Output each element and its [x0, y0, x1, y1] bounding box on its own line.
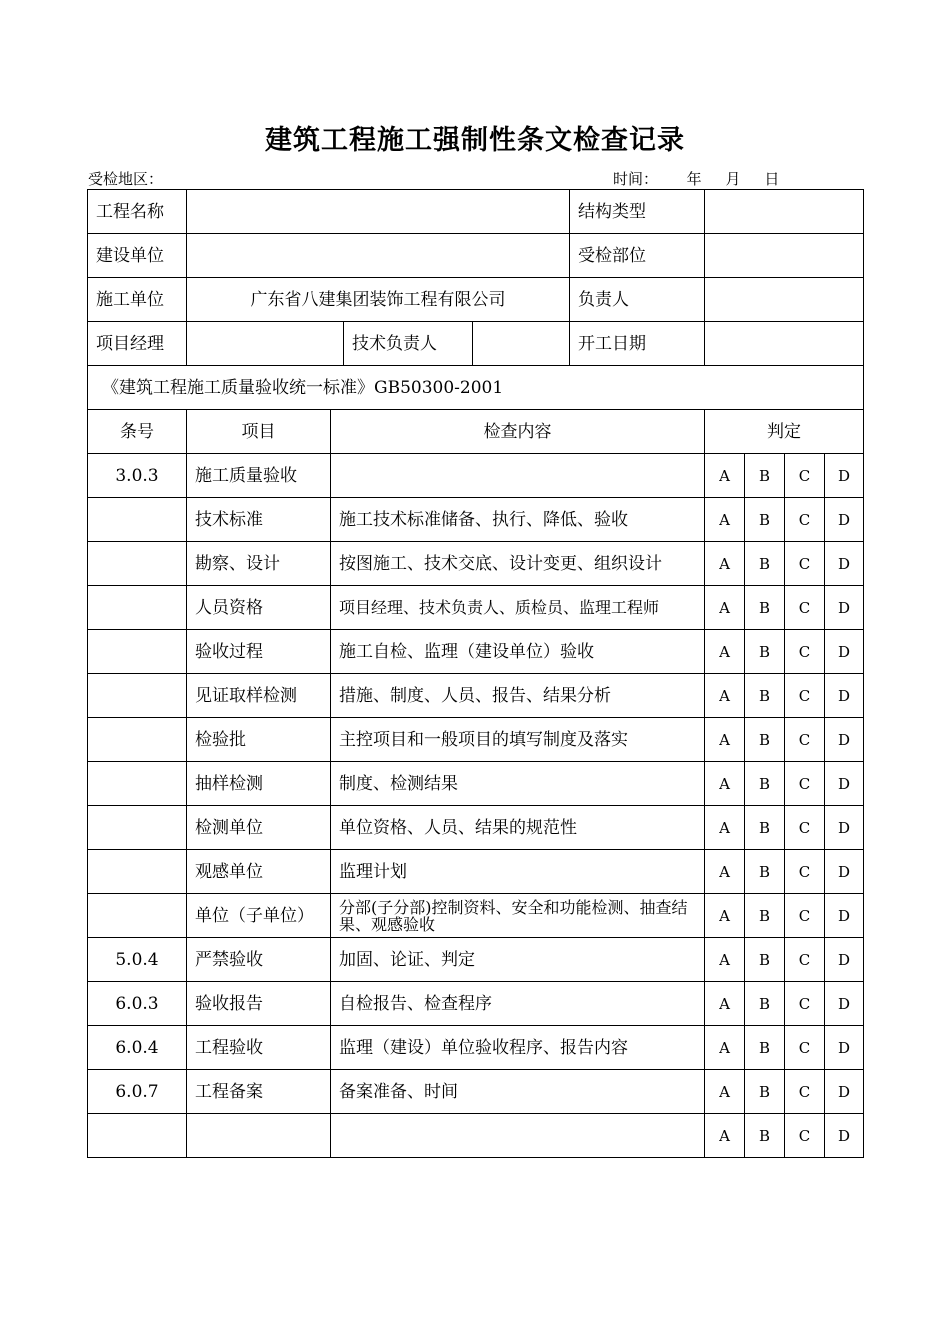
clause-cell: [88, 718, 187, 762]
grade-option-c[interactable]: C: [785, 674, 825, 718]
clause-cell: [88, 542, 187, 586]
item-content-cell: [187, 762, 705, 806]
item-cell: 严禁验收: [187, 938, 331, 981]
grade-option-a[interactable]: A: [705, 542, 745, 586]
grade-option-d[interactable]: D: [825, 1114, 864, 1158]
item-cell: 工程备案: [187, 1070, 331, 1113]
person-in-charge-value[interactable]: [705, 278, 864, 322]
contractor-value[interactable]: 广东省八建集团装饰工程有限公司: [187, 278, 570, 322]
content-cell: 备案准备、时间: [339, 1081, 458, 1102]
grade-option-b[interactable]: B: [745, 674, 785, 718]
time-label: 时间：: [613, 170, 659, 188]
grade-option-a[interactable]: A: [705, 938, 745, 982]
table-row: [88, 674, 864, 718]
structure-type-label: 结构类型: [570, 190, 705, 234]
table-row: [88, 542, 864, 586]
item-cell: 勘察、设计: [187, 542, 331, 585]
standard-row: [88, 366, 864, 410]
clause-cell: [88, 762, 187, 806]
item-content-cell: [187, 674, 705, 718]
item-content-cell: [187, 938, 705, 982]
structure-type-value[interactable]: [705, 190, 864, 234]
clause-cell: [88, 806, 187, 850]
item-cell: 技术标准: [187, 498, 331, 541]
grade-option-d[interactable]: D: [825, 542, 864, 586]
grade-option-b[interactable]: B: [745, 1114, 785, 1158]
table-row: [88, 1026, 864, 1070]
clause-cell: [88, 586, 187, 630]
clause-cell: [88, 674, 187, 718]
grade-option-b[interactable]: B: [745, 586, 785, 630]
grade-option-c[interactable]: C: [785, 718, 825, 762]
table-row: [88, 498, 864, 542]
grade-option-a[interactable]: A: [705, 762, 745, 806]
item-cell: 工程验收: [187, 1026, 331, 1069]
clause-cell: [88, 630, 187, 674]
grade-option-b[interactable]: B: [745, 630, 785, 674]
item-cell: 施工质量验收: [187, 454, 331, 497]
grade-option-d[interactable]: D: [825, 454, 864, 498]
grade-option-d[interactable]: D: [825, 718, 864, 762]
clause-cell: [88, 850, 187, 894]
grade-option-a[interactable]: A: [705, 1070, 745, 1114]
grade-option-b[interactable]: B: [745, 454, 785, 498]
content-cell: 主控项目和一般项目的填写制度及落实: [339, 729, 628, 750]
month-label: 月: [725, 170, 741, 188]
project-name-value[interactable]: [187, 190, 570, 234]
grade-option-b[interactable]: B: [745, 982, 785, 1026]
grade-option-a[interactable]: A: [705, 718, 745, 762]
area-label: 受检地区：: [88, 170, 164, 188]
grade-option-c[interactable]: C: [785, 1114, 825, 1158]
item-cell: 单位（子单位）: [187, 894, 331, 937]
grade-option-a[interactable]: A: [705, 498, 745, 542]
header-item: 项目: [187, 410, 331, 453]
grade-option-c[interactable]: C: [785, 762, 825, 806]
item-content-cell: [187, 542, 705, 586]
grade-option-c[interactable]: C: [785, 806, 825, 850]
item-content-cell: [187, 806, 705, 850]
inspected-part-label: 受检部位: [570, 234, 705, 278]
contractor-label: 施工单位: [88, 278, 187, 322]
content-cell: 施工自检、监理（建设单位）验收: [339, 641, 594, 662]
grade-option-d[interactable]: D: [825, 938, 864, 982]
grade-option-d[interactable]: D: [825, 894, 864, 938]
page-title: 建筑工程施工强制性条文检查记录: [265, 125, 685, 156]
grade-option-b[interactable]: B: [745, 1070, 785, 1114]
grade-option-a[interactable]: A: [705, 894, 745, 938]
table-row: [88, 718, 864, 762]
item-content-cell: [187, 630, 705, 674]
item-content-cell: [187, 1070, 705, 1114]
content-cell: 加固、论证、判定: [339, 949, 475, 970]
grade-option-d[interactable]: D: [825, 674, 864, 718]
item-content-cell: [187, 718, 705, 762]
header-judgement: 判定: [705, 410, 864, 454]
grade-option-b[interactable]: B: [745, 938, 785, 982]
info-row-project: [88, 190, 864, 234]
item-cell: 观感单位: [187, 850, 331, 893]
clause-cell: 5.0.4: [88, 938, 187, 982]
grade-option-a[interactable]: A: [705, 586, 745, 630]
item-cell: 验收报告: [187, 982, 331, 1025]
clause-cell: 6.0.7: [88, 1070, 187, 1114]
item-content-cell: [187, 1026, 705, 1070]
item-cell: 抽样检测: [187, 762, 331, 805]
item-cell: 验收过程: [187, 630, 331, 673]
owner-label: 建设单位: [88, 234, 187, 278]
start-date-value[interactable]: [705, 322, 864, 366]
grade-option-b[interactable]: B: [745, 542, 785, 586]
grade-option-d[interactable]: D: [825, 982, 864, 1026]
table-row: [88, 982, 864, 1026]
header-clause: 条号: [88, 410, 187, 454]
header-item-content: [187, 410, 705, 454]
grade-option-c[interactable]: C: [785, 1026, 825, 1070]
grade-option-d[interactable]: D: [825, 762, 864, 806]
table-row: [88, 806, 864, 850]
content-cell: 按图施工、技术交底、设计变更、组织设计: [339, 553, 662, 574]
clause-cell: [88, 894, 187, 938]
item-content-cell: [187, 982, 705, 1026]
grade-option-a[interactable]: A: [705, 1026, 745, 1070]
start-date-label: 开工日期: [570, 322, 705, 366]
content-cell: 监理计划: [339, 861, 407, 882]
grade-option-c[interactable]: C: [785, 938, 825, 982]
grade-option-c[interactable]: C: [785, 586, 825, 630]
table-row: [88, 454, 864, 498]
table-row: [88, 762, 864, 806]
person-in-charge-label: 负责人: [570, 278, 705, 322]
owner-value[interactable]: [187, 234, 570, 278]
item-content-cell: [187, 850, 705, 894]
content-cell: 施工技术标准储备、执行、降低、验收: [339, 509, 628, 530]
table-row: [88, 586, 864, 630]
table-row: [88, 850, 864, 894]
grade-option-a[interactable]: A: [705, 1114, 745, 1158]
content-cell: [331, 454, 704, 497]
content-cell: 监理（建设）单位验收程序、报告内容: [339, 1037, 628, 1058]
grade-option-a[interactable]: A: [705, 630, 745, 674]
year-label: 年: [686, 170, 702, 188]
content-cell: 自检报告、检查程序: [339, 993, 492, 1014]
grade-option-d[interactable]: D: [825, 498, 864, 542]
table-row: [88, 1114, 864, 1158]
clause-cell: 6.0.4: [88, 1026, 187, 1070]
inspected-part-value[interactable]: [705, 234, 864, 278]
item-content-cell: [187, 498, 705, 542]
grade-option-d[interactable]: D: [825, 1070, 864, 1114]
day-label: 日: [764, 170, 780, 188]
info-row-contractor: [88, 278, 864, 322]
grade-option-b[interactable]: B: [745, 894, 785, 938]
pm-value[interactable]: [187, 322, 344, 366]
table-row: [88, 894, 864, 938]
grade-option-d[interactable]: D: [825, 806, 864, 850]
grade-option-a[interactable]: A: [705, 454, 745, 498]
content-cell: 措施、制度、人员、报告、结果分析: [339, 685, 611, 706]
grade-option-a[interactable]: A: [705, 982, 745, 1026]
grade-option-b[interactable]: B: [745, 1026, 785, 1070]
header-row: [88, 410, 864, 454]
item-cell: [187, 1114, 331, 1157]
tech-lead-label: 技术负责人: [344, 322, 473, 366]
pm-label: 项目经理: [88, 322, 187, 366]
grade-option-c[interactable]: C: [785, 894, 825, 938]
item-cell: 人员资格: [187, 586, 331, 629]
clause-cell: [88, 1114, 187, 1158]
grade-option-c[interactable]: C: [785, 982, 825, 1026]
grade-option-c[interactable]: C: [785, 498, 825, 542]
grade-option-a[interactable]: A: [705, 850, 745, 894]
grade-option-a[interactable]: A: [705, 674, 745, 718]
grade-option-b[interactable]: B: [745, 718, 785, 762]
grade-option-b[interactable]: B: [745, 850, 785, 894]
grade-option-a[interactable]: A: [705, 806, 745, 850]
grade-option-b[interactable]: B: [745, 806, 785, 850]
inspection-table: [87, 189, 864, 1158]
grade-option-b[interactable]: B: [745, 762, 785, 806]
project-name-label: 工程名称: [88, 190, 187, 234]
grade-option-c[interactable]: C: [785, 630, 825, 674]
grade-option-c[interactable]: C: [785, 850, 825, 894]
item-content-cell: [187, 1114, 705, 1158]
content-cell: 单位资格、人员、结果的规范性: [339, 817, 577, 838]
item-cell: 见证取样检测: [187, 674, 331, 717]
grade-option-c[interactable]: C: [785, 454, 825, 498]
grade-option-d[interactable]: D: [825, 1026, 864, 1070]
table-row: [88, 630, 864, 674]
header-content: 检查内容: [483, 421, 552, 442]
clause-cell: 6.0.3: [88, 982, 187, 1026]
content-cell: 制度、检测结果: [339, 773, 458, 794]
item-content-cell: [187, 894, 705, 938]
grade-option-d[interactable]: D: [825, 850, 864, 894]
info-row-owner: [88, 234, 864, 278]
content-cell: 项目经理、技术负责人、质检员、监理工程师: [339, 598, 660, 617]
grade-option-c[interactable]: C: [785, 1070, 825, 1114]
info-row-manager: [88, 322, 864, 366]
content-cell: 分部(子分部)控制资料、安全和功能检测、抽查结果、观感验收: [339, 897, 688, 934]
grade-option-d[interactable]: D: [825, 586, 864, 630]
item-content-cell: [187, 586, 705, 630]
grade-option-d[interactable]: D: [825, 630, 864, 674]
date-line: [613, 168, 779, 189]
table-row: [88, 1070, 864, 1114]
tech-lead-value[interactable]: [473, 322, 570, 366]
item-cell: 检测单位: [187, 806, 331, 849]
item-cell: 检验批: [187, 718, 331, 761]
standard-text: 《建筑工程施工质量验收统一标准》GB50300-2001: [88, 366, 864, 410]
grade-option-c[interactable]: C: [785, 542, 825, 586]
item-content-cell: [187, 454, 705, 498]
clause-cell: [88, 498, 187, 542]
content-cell: [331, 1114, 704, 1157]
clause-cell: 3.0.3: [88, 454, 187, 498]
table-row: [88, 938, 864, 982]
grade-option-b[interactable]: B: [745, 498, 785, 542]
